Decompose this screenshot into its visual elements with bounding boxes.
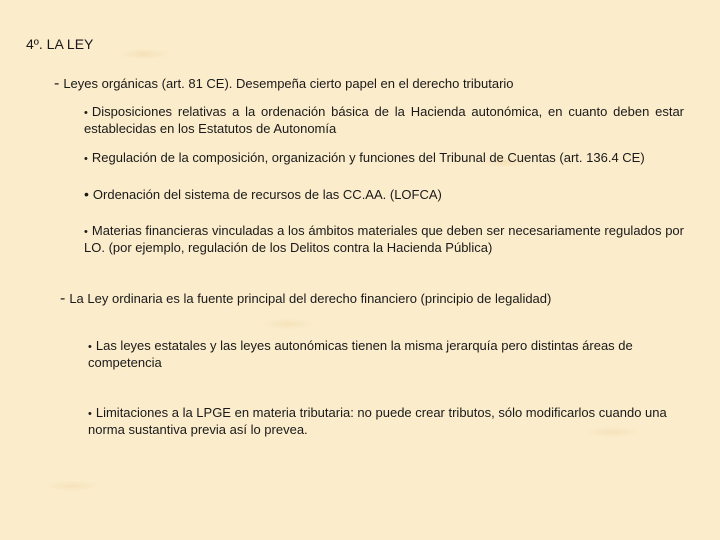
section2-item-2-text: Limitaciones a la LPGE en materia tributaria: no puede crear tributos, sólo modificarlos cuando una norma sustantiva previa así lo prevea.: [88, 405, 667, 437]
section1-heading-row: [54, 76, 694, 92]
section1-heading: Leyes orgánicas (art. 81 CE). Desempeña cierto papel en el derecho tributario: [63, 76, 514, 91]
dash-marker: -: [54, 75, 60, 92]
section1-item-4: [84, 223, 684, 256]
slide-title: 4º. LA LEY: [26, 36, 94, 52]
section1-item-2-text: Regulación de la composición, organización y funciones del Tribunal de Cuentas (art. 136.4 CE): [91, 150, 645, 165]
section2-heading-row: [60, 291, 700, 307]
section2-item-1-text: Las leyes estatales y las leyes autonómicas tienen la misma jerarquía pero distintas áreas de competencia: [88, 338, 633, 370]
section2-heading: La Ley ordinaria es la fuente principal del derecho financiero (principio de legalidad): [69, 291, 552, 306]
section1-item-1-text: Disposiciones relativas a la ordenación básica de la Hacienda autonómica, en cuanto deben estar establecidas en los Estatutos de Autonomía: [84, 104, 684, 136]
section2-item-2: [88, 405, 678, 438]
bullet-marker: •: [88, 341, 92, 353]
section1-item-2: [84, 150, 684, 167]
bullet-marker: •: [84, 226, 88, 238]
section1-item-3: [84, 186, 684, 203]
bullet-marker: •: [88, 408, 92, 420]
section1-item-4-text: Materias financieras vinculadas a los ámbitos materiales que deben ser necesariamente regulados por LO. (por ejemplo, regulación de los Delitos contra la Hacienda Pública): [84, 223, 684, 255]
bullet-marker: •: [84, 107, 88, 119]
section1-item-1: [84, 104, 684, 137]
section1-item-3-text: Ordenación del sistema de recursos de las CC.AA. (LOFCA): [92, 187, 442, 202]
bullet-marker: •: [84, 153, 88, 165]
dash-marker: -: [60, 290, 66, 307]
bullet-marker: •: [84, 186, 89, 202]
section2-item-1: [88, 338, 678, 371]
